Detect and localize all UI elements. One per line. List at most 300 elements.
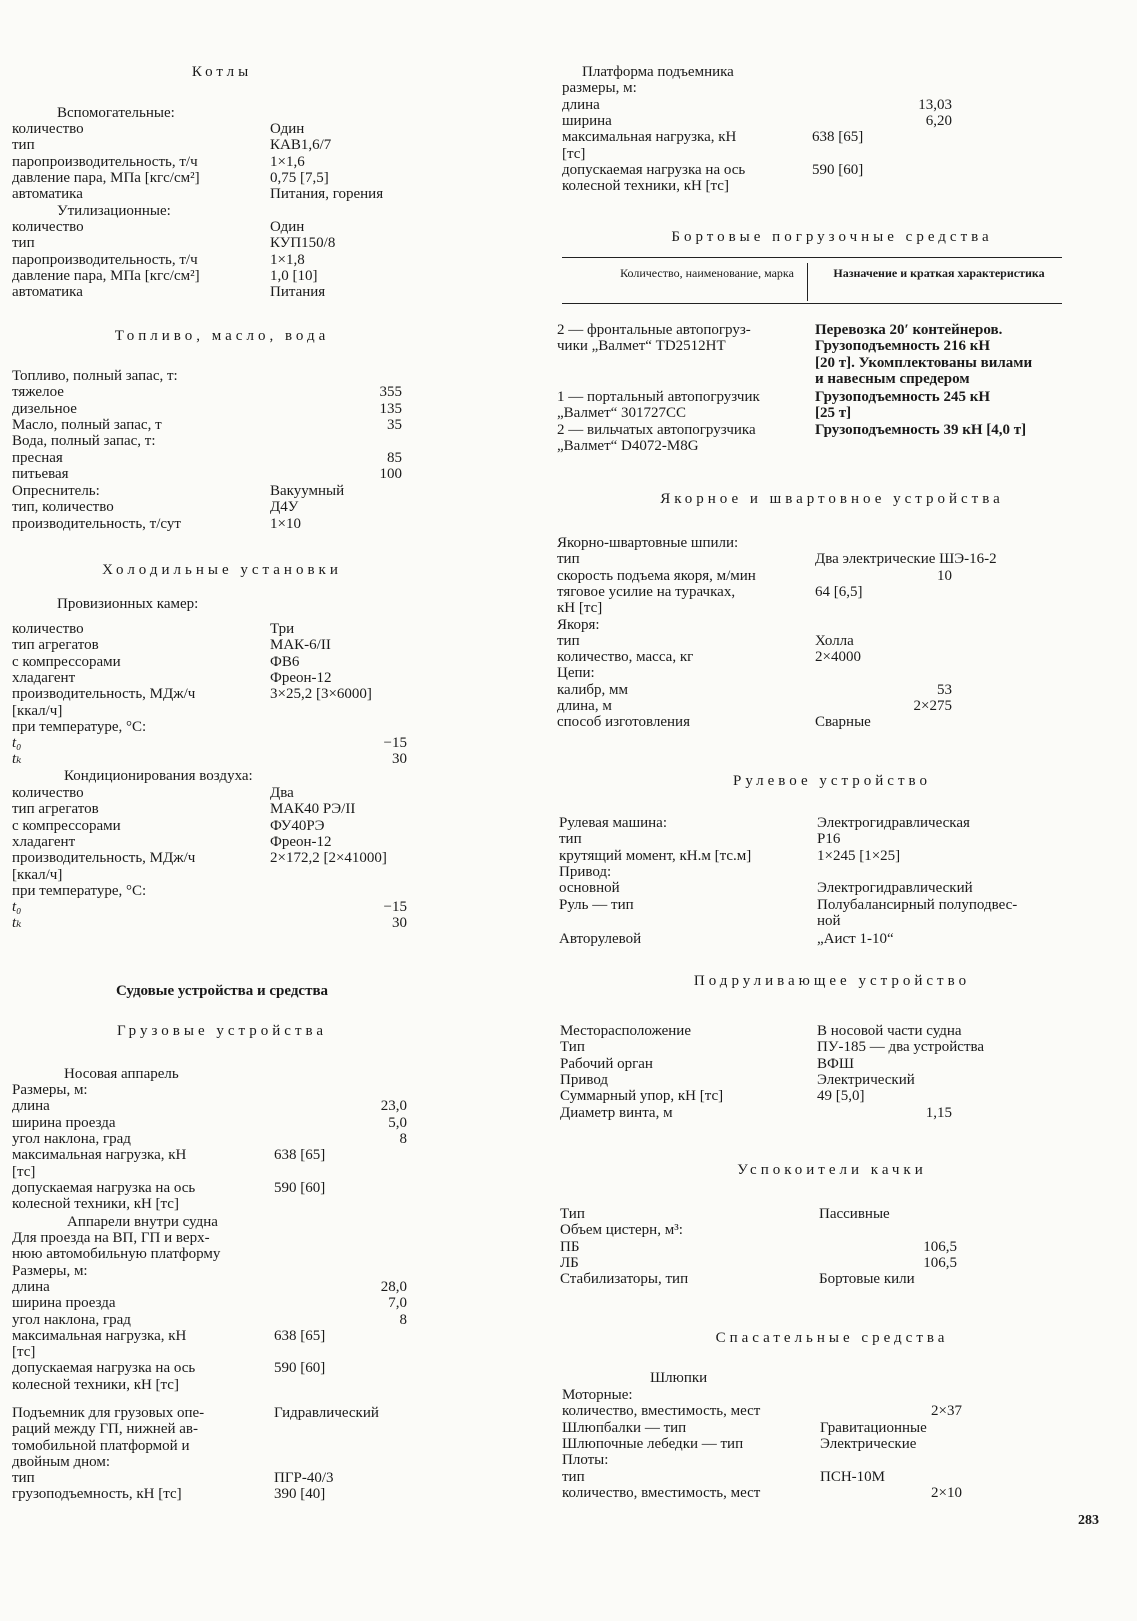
anchor-row bbox=[557, 535, 1102, 552]
stab-row bbox=[562, 1255, 1102, 1272]
bow-row bbox=[12, 1082, 432, 1099]
row-label: крутящий момент, кН.м [тс.м] bbox=[559, 847, 752, 864]
row-label: Масло, полный запас, т bbox=[12, 416, 162, 433]
row-label: Суммарный упор, кН [тс] bbox=[560, 1088, 724, 1105]
steer-row bbox=[559, 931, 1102, 948]
row-value: 590 [60] bbox=[812, 161, 864, 178]
row-number: 28,0 bbox=[380, 1278, 407, 1295]
rescue-row bbox=[562, 1420, 1102, 1437]
row-number: −15 bbox=[383, 735, 407, 751]
row-label: способ изготовления bbox=[557, 714, 690, 731]
bow-row bbox=[12, 1147, 432, 1164]
row-label: максимальная нагрузка, кН bbox=[562, 129, 737, 146]
row-label: Якорно-швартовные шпили: bbox=[557, 535, 739, 551]
row-label: тип агрегатов bbox=[12, 637, 99, 654]
table-head-left: Количество, наименование, марка bbox=[620, 266, 794, 280]
prov-row bbox=[12, 686, 432, 703]
row-value: Гравитационные bbox=[820, 1419, 927, 1436]
section-title-thruster: Подруливающее устройство bbox=[693, 973, 971, 989]
row-label: тип bbox=[562, 1468, 585, 1485]
fuel-row bbox=[12, 450, 432, 467]
row-label: Плоты: bbox=[562, 1452, 609, 1469]
row-label: тяговое усилие на турачках, bbox=[557, 583, 736, 600]
row-label: Тип bbox=[560, 1039, 585, 1056]
row-label: Месторасположение bbox=[560, 1023, 691, 1039]
row-value: 590 [60] bbox=[274, 1179, 326, 1196]
cond-row bbox=[12, 785, 432, 802]
table-cell-right: Грузоподъемность 245 кН bbox=[815, 389, 991, 405]
row-value: Электрогидравлическая bbox=[817, 815, 970, 831]
row-value: Электрические bbox=[820, 1435, 917, 1452]
row-value: ФУ40РЭ bbox=[270, 817, 325, 834]
steer-row bbox=[559, 815, 1102, 832]
row-number: 1,15 bbox=[925, 1104, 952, 1121]
steer-row bbox=[559, 831, 1102, 848]
anchor-row bbox=[557, 583, 1102, 601]
row-label: Подъемник для грузовых опе- bbox=[12, 1405, 205, 1421]
fuel-row bbox=[12, 384, 432, 401]
row-label: допускаемая нагрузка на ось bbox=[562, 161, 746, 178]
bow-row bbox=[12, 1196, 432, 1213]
section-title-fridge: Холодильные установки bbox=[102, 562, 342, 578]
table-cell-left: 1 — портальный автопогрузчик bbox=[557, 389, 760, 405]
thruster-row bbox=[562, 1056, 1102, 1073]
row-value: Электрогидравлический bbox=[817, 880, 973, 897]
table-cell-right: [25 т] bbox=[815, 405, 852, 421]
row-value: Холла bbox=[815, 632, 854, 649]
row-number: 355 bbox=[379, 384, 402, 401]
row-label: Моторные: bbox=[562, 1387, 633, 1403]
lift-row bbox=[12, 1405, 432, 1422]
row-label: ЛБ bbox=[560, 1254, 579, 1271]
row-label: томобильной платформой и bbox=[12, 1437, 190, 1454]
row-label: Привод: bbox=[559, 863, 612, 880]
thruster-row bbox=[562, 1088, 1102, 1105]
row-label: Диаметр винта, м bbox=[560, 1104, 673, 1121]
row-label: угол наклона, град bbox=[12, 1311, 131, 1328]
anchor-row bbox=[557, 649, 1102, 666]
row-label: [тс] bbox=[12, 1344, 36, 1361]
ship-devices-title: Судовые устройства и средства bbox=[115, 983, 329, 999]
table-cell-left: 2 — вильчатых автопогрузчика bbox=[557, 422, 756, 438]
row-number: 106,5 bbox=[923, 1238, 957, 1255]
row-value: Два bbox=[270, 785, 294, 801]
row-label: Привод bbox=[560, 1071, 609, 1088]
cond-row bbox=[12, 883, 432, 900]
util-row bbox=[12, 235, 432, 252]
table-cell-right: и навесным спредером bbox=[815, 371, 970, 387]
row-label: давление пара, МПа [кгс/см²] bbox=[12, 169, 200, 186]
cond-row bbox=[12, 801, 432, 818]
platform-row bbox=[562, 162, 1102, 179]
prov-row bbox=[12, 637, 432, 654]
table-cell-left: чики „Валмет“ TD2512HT bbox=[557, 338, 726, 354]
table-head-right: Назначение и краткая характеристика bbox=[833, 266, 1045, 280]
row-value: 1×245 [1×25] bbox=[817, 847, 901, 864]
row-label: Шлюпочные лебедки — тип bbox=[562, 1435, 744, 1452]
table-cell-left: „Валмет“ D4072-M8G bbox=[557, 438, 699, 454]
cond-temp-row bbox=[12, 915, 432, 932]
row-label: угол наклона, град bbox=[12, 1130, 131, 1147]
row-label: ПБ bbox=[560, 1238, 580, 1255]
section-title-stab: Успокоители качки bbox=[737, 1162, 927, 1178]
row-value: 1,0 [10] bbox=[270, 267, 318, 284]
cond-row bbox=[12, 834, 432, 851]
row-value: Р16 bbox=[817, 831, 841, 848]
section-title-onboard: Бортовые погрузочные средства bbox=[671, 229, 993, 245]
table-head-rule bbox=[562, 303, 1062, 304]
row-label: допускаемая нагрузка на ось bbox=[12, 1179, 196, 1196]
row-label: тип bbox=[559, 831, 582, 848]
inner-row bbox=[12, 1344, 432, 1361]
row-label: Опреснитель: bbox=[12, 483, 100, 499]
row-number: 2×275 bbox=[913, 698, 952, 714]
subtitle-prov: Провизионных камер: bbox=[57, 596, 199, 612]
table-divider bbox=[807, 263, 808, 301]
fuel-row bbox=[12, 433, 432, 450]
row-label: Вода, полный запас, т: bbox=[12, 433, 156, 450]
aux-row bbox=[12, 154, 432, 171]
row-label: Рулевая машина: bbox=[559, 815, 667, 831]
util-row bbox=[12, 219, 432, 236]
row-value: КУП150/8 bbox=[270, 235, 336, 252]
prov-row bbox=[12, 654, 432, 671]
row-value: 638 [65] bbox=[274, 1147, 326, 1164]
rescue-row bbox=[562, 1387, 1102, 1404]
row-number: 5,0 bbox=[388, 1114, 407, 1131]
row-value: 0,75 [7,5] bbox=[270, 169, 329, 186]
row-value: 638 [65] bbox=[812, 129, 864, 146]
lift-row bbox=[12, 1454, 432, 1471]
row-number: 100 bbox=[379, 465, 402, 482]
row-number: 6,20 bbox=[925, 112, 952, 129]
row-label: ширина проезда bbox=[12, 1114, 116, 1131]
row-label: тип bbox=[12, 235, 35, 252]
page-number: 283 bbox=[1078, 1513, 1099, 1528]
row-number: 30 bbox=[392, 915, 407, 932]
anchor-row bbox=[557, 665, 1102, 682]
row-number: 85 bbox=[387, 449, 402, 466]
section-title-rescue: Спасательные средства bbox=[715, 1330, 949, 1346]
section-title-cargo: Грузовые устройства bbox=[116, 1023, 328, 1039]
row-label: колесной техники, кН [тс] bbox=[12, 1196, 179, 1213]
row-label: длина bbox=[562, 96, 600, 113]
row-label: количество bbox=[12, 219, 84, 235]
row-value: ВФШ bbox=[817, 1055, 854, 1072]
aux-row bbox=[12, 137, 432, 154]
bow-row bbox=[12, 1180, 432, 1197]
inner-row bbox=[12, 1312, 432, 1329]
prov-temp-row bbox=[12, 751, 432, 768]
row-label: максимальная нагрузка, кН bbox=[12, 1147, 187, 1164]
row-label: Топливо, полный запас, т: bbox=[12, 368, 178, 384]
row-value: Один bbox=[270, 219, 305, 235]
row-number: 8 bbox=[399, 1130, 407, 1147]
table-cell-right: Перевозка 20′ контейнеров. bbox=[815, 322, 1003, 338]
desal-row bbox=[12, 499, 432, 516]
row-label: длина bbox=[12, 1098, 50, 1115]
row-label: производительность, МДж/ч bbox=[12, 850, 196, 867]
row-label: количество, масса, кг bbox=[557, 649, 694, 666]
row-label: тип bbox=[557, 632, 580, 649]
row-number: 23,0 bbox=[380, 1098, 407, 1115]
section-title-kotly: Котлы bbox=[191, 64, 253, 80]
row-label: тип агрегатов bbox=[12, 801, 99, 818]
cond-row bbox=[12, 818, 432, 835]
row-value: Сварные bbox=[815, 714, 871, 731]
row-number: 30 bbox=[392, 751, 407, 768]
row-value: Один bbox=[270, 121, 305, 137]
steer-row bbox=[559, 847, 1102, 865]
row-label: Рабочий орган bbox=[560, 1055, 653, 1072]
prov-row bbox=[12, 621, 432, 638]
row-value: 390 [40] bbox=[274, 1486, 326, 1503]
subtitle-bow: Носовая аппарель bbox=[64, 1066, 179, 1082]
steer-row bbox=[559, 863, 1102, 881]
bow-row bbox=[12, 1164, 432, 1181]
row-value: Три bbox=[270, 621, 295, 637]
row-number: 35 bbox=[387, 416, 402, 433]
row-label: автоматика bbox=[12, 186, 83, 203]
row-label: Размеры, м: bbox=[12, 1262, 88, 1279]
row-label: t₀ bbox=[12, 735, 22, 751]
row-number: 2×10 bbox=[931, 1484, 962, 1501]
table-cell-right: Грузоподъемность 39 кН [4,0 т] bbox=[815, 422, 1027, 438]
row-label: Авторулевой bbox=[559, 931, 642, 947]
row-label: длина, м bbox=[557, 698, 612, 714]
subtitle-aux: Вспомогательные: bbox=[57, 105, 175, 121]
row-value: Электрический bbox=[817, 1071, 915, 1088]
row-label: пресная bbox=[12, 449, 63, 466]
row-value: МАК-6/II bbox=[270, 637, 331, 654]
row-label: максимальная нагрузка, кН bbox=[12, 1327, 187, 1344]
row-value: 590 [60] bbox=[274, 1360, 326, 1377]
row-label: [ккал/ч] bbox=[12, 702, 63, 719]
bow-row bbox=[12, 1131, 432, 1148]
row-value: „Аист 1-10“ bbox=[817, 931, 894, 947]
row-label: количество, вместимость, мест bbox=[562, 1484, 761, 1501]
rescue-row bbox=[562, 1485, 1102, 1502]
aux-row bbox=[12, 170, 432, 187]
row-label: паропроизводительность, т/ч bbox=[12, 153, 198, 170]
row-value: Гидравлический bbox=[274, 1405, 379, 1421]
util-row bbox=[12, 252, 432, 269]
row-value: ПГР-40/3 bbox=[274, 1470, 334, 1486]
cond-row bbox=[12, 850, 432, 867]
thruster-row bbox=[562, 1023, 1102, 1040]
row-label: [тс] bbox=[12, 1163, 36, 1180]
platform-row bbox=[562, 178, 1102, 195]
util-row bbox=[12, 268, 432, 285]
row-label: тип bbox=[12, 1470, 35, 1486]
row-label: Объем цистерн, м³: bbox=[560, 1222, 683, 1239]
row-label: Тип bbox=[560, 1206, 585, 1222]
row-label: количество, вместимость, мест bbox=[562, 1403, 761, 1420]
row-label: при температуре, °С: bbox=[12, 718, 147, 735]
row-label: количество bbox=[12, 621, 84, 637]
stab-row bbox=[562, 1206, 1102, 1223]
row-label: хладагент bbox=[12, 669, 76, 686]
row-number: −15 bbox=[383, 899, 407, 915]
prov-row bbox=[12, 703, 432, 720]
thruster-row bbox=[562, 1072, 1102, 1089]
anchor-row bbox=[557, 714, 1102, 731]
row-label: колесной техники, кН [тс] bbox=[562, 178, 729, 195]
rescue-row bbox=[562, 1403, 1102, 1420]
table-cell-right: Грузоподъемность 216 кН bbox=[815, 338, 991, 354]
row-label: Для проезда на ВП, ГП и верх- bbox=[12, 1230, 210, 1246]
row-value: Фреон-12 bbox=[270, 669, 332, 686]
table-cell-right: [20 т]. Укомплектованы вилами bbox=[815, 355, 1033, 371]
stab-row bbox=[562, 1271, 1102, 1288]
anchor-row bbox=[557, 681, 1102, 699]
row-label: тип bbox=[557, 551, 580, 568]
row-label: основной bbox=[559, 880, 620, 897]
section-title-fuel: Топливо, масло, вода bbox=[114, 328, 330, 344]
row-label: калибр, мм bbox=[557, 681, 628, 698]
section-title-steer: Рулевое устройство bbox=[732, 773, 931, 789]
row-value: Питания, горения bbox=[270, 186, 384, 203]
row-number: 106,5 bbox=[923, 1254, 957, 1271]
row-label: tₖ bbox=[12, 751, 22, 768]
inner-row bbox=[12, 1279, 432, 1296]
row-value: ФВ6 bbox=[270, 653, 300, 670]
row-label: кН [тс] bbox=[557, 600, 603, 617]
platform-row bbox=[562, 64, 1102, 81]
row-number: 135 bbox=[379, 400, 402, 417]
anchor-row bbox=[557, 567, 1102, 585]
row-label: грузоподъемность, кН [тс] bbox=[12, 1486, 182, 1503]
inner-row bbox=[12, 1246, 432, 1263]
row-label: с компрессорами bbox=[12, 653, 121, 670]
row-value: Фреон-12 bbox=[270, 833, 332, 850]
row-label: количество bbox=[12, 121, 84, 137]
row-label: [тс] bbox=[562, 145, 586, 162]
platform-row bbox=[562, 113, 1102, 130]
row-value: ПСН-10М bbox=[820, 1468, 886, 1485]
row-value: 3×25,2 [3×6000] bbox=[270, 686, 372, 703]
section-title-anchor: Якорное и швартовное устройства bbox=[660, 491, 1004, 507]
prov-temp-row bbox=[12, 735, 432, 752]
lift-row bbox=[12, 1438, 432, 1455]
inner-row bbox=[12, 1230, 432, 1247]
row-label: [ккал/ч] bbox=[12, 866, 63, 883]
row-number: 13,03 bbox=[918, 96, 952, 113]
row-value: 2×172,2 [2×41000] bbox=[270, 850, 387, 867]
row-label: ширина проезда bbox=[12, 1295, 116, 1312]
row-label: Шлюпбалки — тип bbox=[562, 1419, 687, 1436]
thruster-row bbox=[562, 1105, 1102, 1122]
row-label: с компрессорами bbox=[12, 817, 121, 834]
anchor-row bbox=[557, 698, 1102, 715]
platform-row bbox=[562, 97, 1102, 114]
row-number: 10 bbox=[937, 567, 952, 584]
anchor-row bbox=[557, 616, 1102, 634]
row-label: t₀ bbox=[12, 899, 22, 915]
row-label: паропроизводительность, т/ч bbox=[12, 251, 198, 268]
row-label: давление пара, МПа [кгс/см²] bbox=[12, 267, 200, 284]
stab-row bbox=[562, 1239, 1102, 1256]
row-label: tₖ bbox=[12, 915, 22, 932]
inner-row bbox=[12, 1295, 432, 1312]
util-row bbox=[12, 284, 432, 301]
row-value: 638 [65] bbox=[274, 1327, 326, 1344]
bow-row bbox=[12, 1098, 432, 1115]
row-value: Пассивные bbox=[819, 1206, 890, 1222]
aux-row bbox=[12, 186, 432, 203]
row-label: длина bbox=[12, 1278, 50, 1295]
lift-row bbox=[12, 1421, 432, 1438]
subtitle-cond: Кондиционирования воздуха: bbox=[64, 768, 253, 784]
row-value: 64 [6,5] bbox=[815, 583, 863, 600]
row-label: хладагент bbox=[12, 833, 76, 850]
cond-temp-row bbox=[12, 899, 432, 916]
row-label: скорость подъема якоря, м/мин bbox=[557, 567, 756, 584]
row-value: Полубалансирный полуподвес- bbox=[817, 896, 1018, 913]
row-label: Стабилизаторы, тип bbox=[560, 1271, 689, 1288]
anchor-row bbox=[557, 600, 1102, 617]
row-value: Вакуумный bbox=[270, 483, 345, 499]
row-label: производительность, МДж/ч bbox=[12, 686, 196, 703]
inner-row bbox=[12, 1377, 432, 1394]
row-label: нюю автомобильную платформу bbox=[12, 1246, 221, 1263]
row-label: количество bbox=[12, 785, 84, 801]
subtitle-inner: Аппарели внутри судна bbox=[67, 1214, 218, 1230]
fuel-row bbox=[12, 417, 432, 434]
aux-row bbox=[12, 121, 432, 138]
anchor-row bbox=[557, 632, 1102, 650]
row-label: двойным дном: bbox=[12, 1453, 111, 1470]
row-value: МАК40 РЭ/II bbox=[270, 801, 356, 818]
row-label: Руль — тип bbox=[559, 896, 634, 913]
rescue-row bbox=[562, 1469, 1102, 1486]
row-value: Питания bbox=[270, 284, 326, 301]
prov-row bbox=[12, 719, 432, 736]
platform-row bbox=[562, 80, 1102, 97]
table-top-rule bbox=[562, 257, 1062, 258]
platform-row bbox=[562, 146, 1102, 163]
row-label: тип bbox=[12, 137, 35, 154]
row-label: автоматика bbox=[12, 284, 83, 301]
row-label: размеры, м: bbox=[562, 80, 637, 97]
row-number: 7,0 bbox=[388, 1295, 407, 1312]
anchor-row bbox=[557, 551, 1102, 568]
row-number: 53 bbox=[937, 681, 952, 698]
row-value: Два электрические ШЭ-16-2 bbox=[815, 551, 997, 568]
desal-row bbox=[12, 516, 432, 533]
cond-row bbox=[12, 867, 432, 884]
row-value: ной bbox=[817, 912, 841, 929]
steer-row bbox=[559, 896, 1102, 914]
lift-row bbox=[12, 1470, 432, 1487]
row-value: Бортовые кили bbox=[819, 1271, 915, 1288]
fuel-row bbox=[12, 466, 432, 483]
row-label: раций между ГП, нижней ав- bbox=[12, 1421, 199, 1438]
row-label: колесной техники, кН [тс] bbox=[12, 1376, 179, 1393]
inner-row bbox=[12, 1328, 432, 1345]
fuel-row bbox=[12, 401, 432, 418]
inner-row bbox=[12, 1360, 432, 1377]
row-label: тип, количество bbox=[12, 499, 114, 516]
row-label: Размеры, м: bbox=[12, 1082, 88, 1098]
steer-row bbox=[559, 880, 1102, 897]
bow-row bbox=[12, 1115, 432, 1132]
platform-row bbox=[562, 129, 1102, 146]
row-label: дизельное bbox=[12, 400, 77, 417]
row-label: тяжелое bbox=[12, 384, 64, 401]
row-label: допускаемая нагрузка на ось bbox=[12, 1360, 196, 1377]
table-cell-left: 2 — фронтальные автопогруз- bbox=[557, 322, 751, 338]
